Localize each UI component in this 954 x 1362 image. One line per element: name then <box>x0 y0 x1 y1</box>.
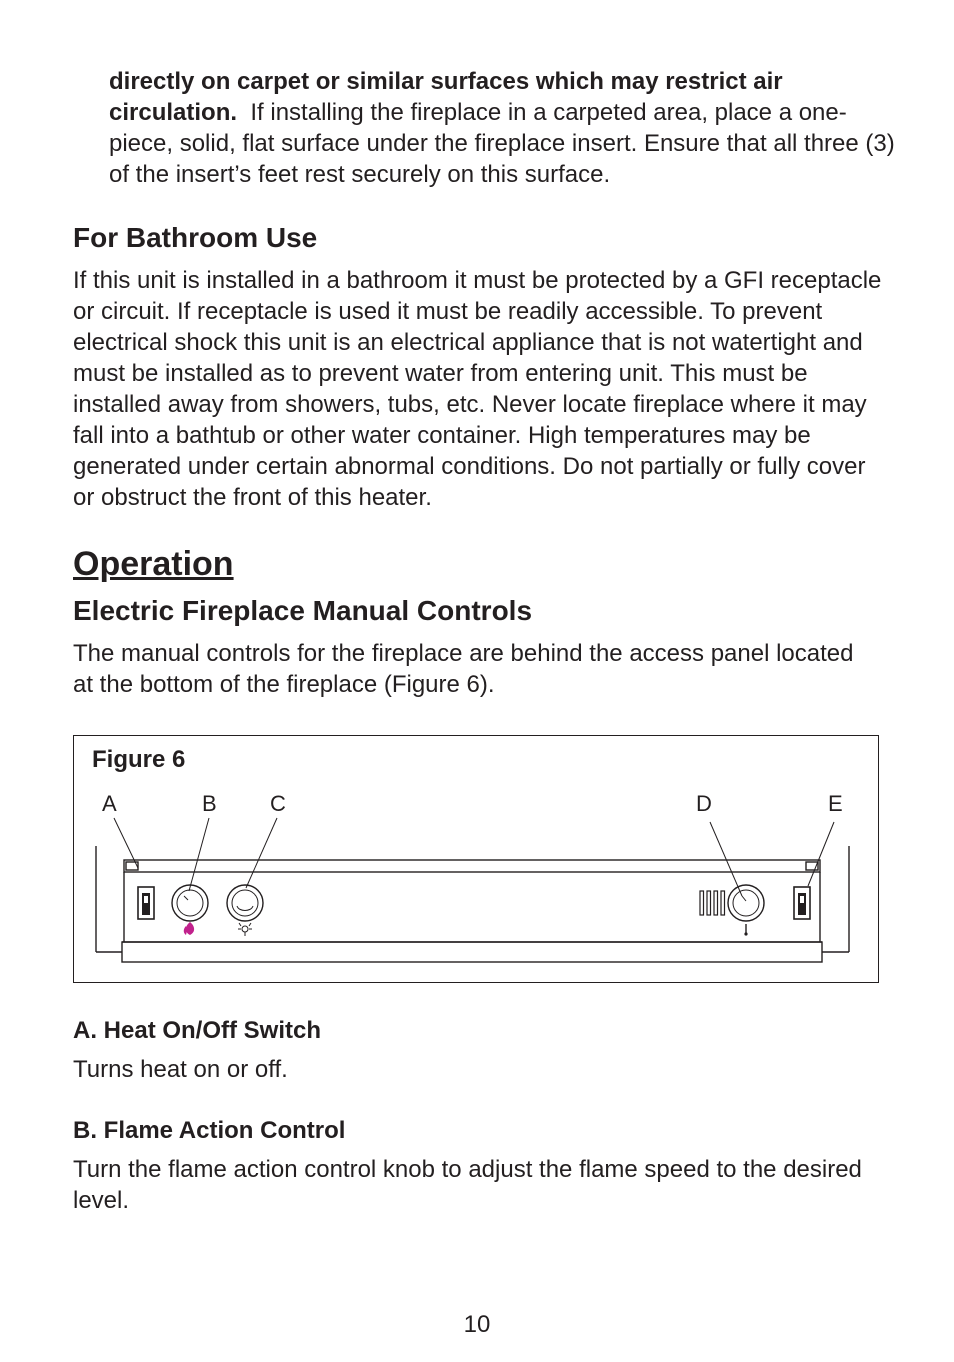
callout-c: C <box>270 791 286 816</box>
leader-lines <box>114 818 834 896</box>
bathroom-text: If this unit is installed in a bathroom it must be protected by a GFI receptacle or circuit. If receptacle is used it must be readily accessible. To prevent electrical shock this unit is an electrical appliance that is not watertight and must be installed as to prevent water from entering unit. This must be installed away from showers, tubs, etc. Never locate fireplace where it may fall into a bathtub or other water container. High temperatures may be generated under certain abnormal conditions. Do not partially or fully cover or obstruct the front of this heater. <box>73 267 882 511</box>
callout-a: A <box>102 791 117 816</box>
callout-b: B <box>202 791 217 816</box>
figure-6 <box>73 735 879 983</box>
item-b-heading: B. Flame Action Control <box>73 1117 346 1144</box>
control-panel-drawing <box>74 736 880 984</box>
flame-icon <box>184 922 194 935</box>
item-b-text: Turn the flame action control knob to adjust the flame speed to the desired level. <box>73 1156 862 1214</box>
master-switch-icon <box>794 887 810 919</box>
page-number: 10 <box>463 1311 491 1338</box>
operation-heading: Operation <box>73 545 234 583</box>
figure-title: Figure 6 <box>92 746 186 773</box>
thermostat-knob-icon <box>728 885 764 921</box>
bathroom-heading: For Bathroom Use <box>73 222 318 253</box>
vent-slots <box>700 891 725 915</box>
callout-d: D <box>696 791 712 816</box>
item-a-text: Turns heat on or off. <box>73 1056 288 1083</box>
flame-action-knob-icon <box>172 885 208 921</box>
heat-switch-icon <box>138 887 154 919</box>
operation-text: The manual controls for the fireplace are behind the access panel located at the bottom of the fireplace (Figure 6). <box>73 640 854 698</box>
intro-rest: If installing the fireplace in a carpeted area, place a one-piece, solid, flat surface under the fireplace insert. Ensure that all three (3) of the insert’s feet rest securely on this surface. <box>109 99 895 188</box>
item-a-heading: A. Heat On/Off Switch <box>73 1017 322 1044</box>
operation-subheading: Electric Fireplace Manual Controls <box>73 595 533 626</box>
callout-e: E <box>828 791 843 816</box>
intro-bold-lead: directly on carpet or similar surfaces which may restrict air circulation. <box>109 68 783 126</box>
bulb-icon <box>238 923 252 936</box>
thermometer-icon <box>744 924 747 936</box>
intro-paragraph <box>109 66 899 190</box>
light-knob-icon <box>227 885 263 921</box>
